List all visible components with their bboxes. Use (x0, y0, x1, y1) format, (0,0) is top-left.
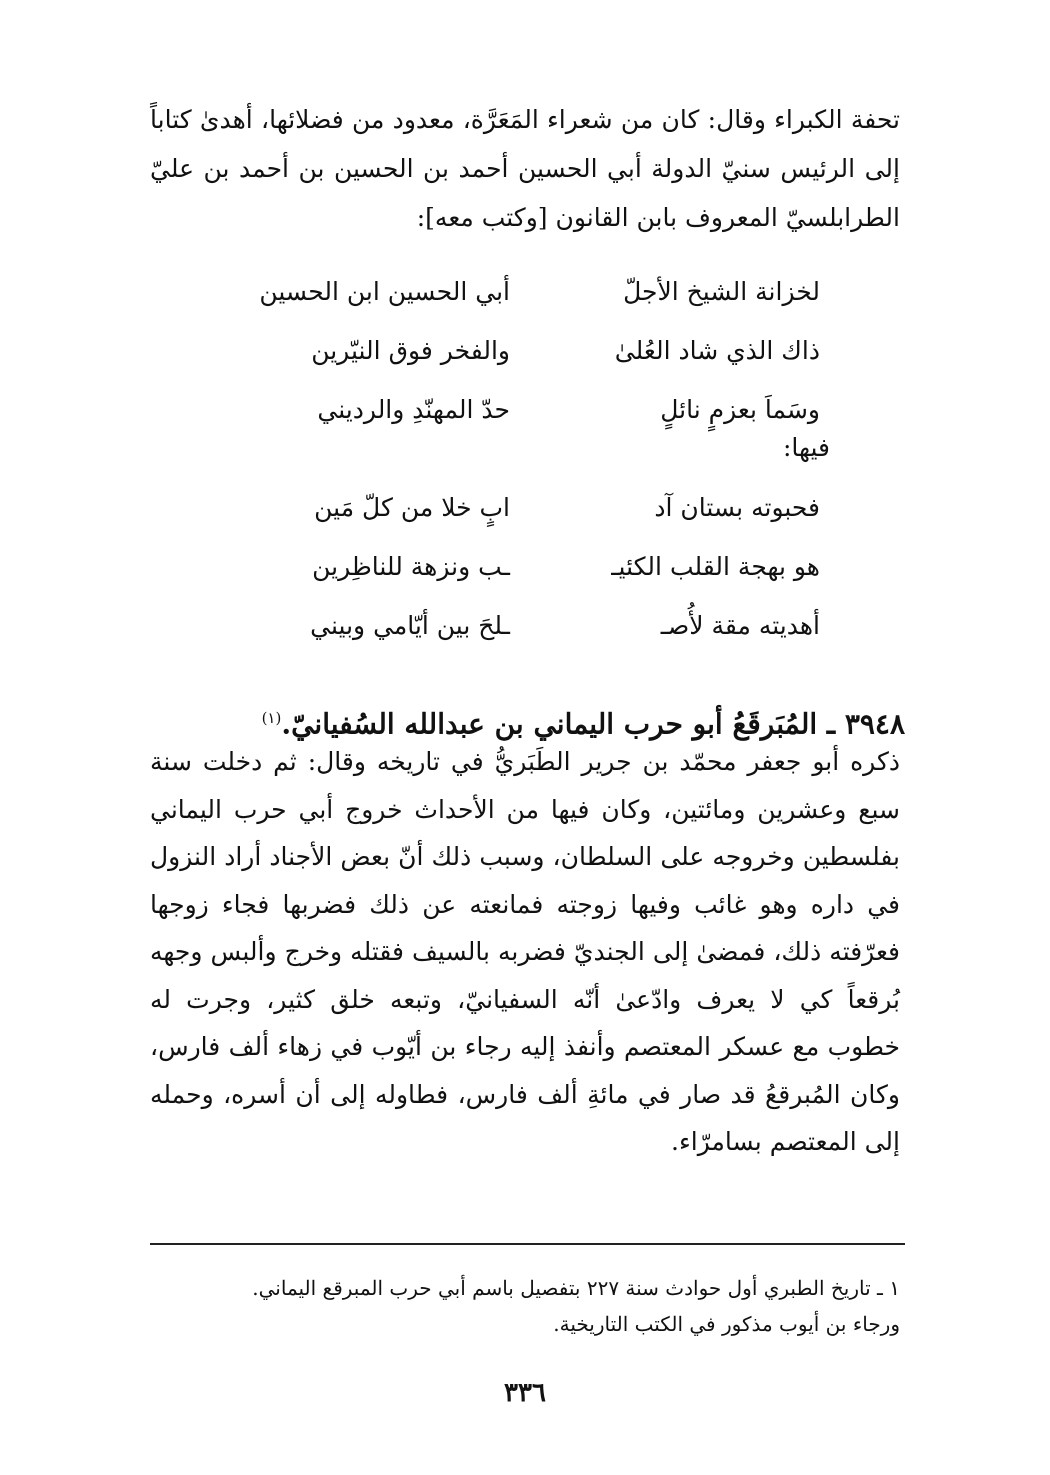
verse-first-hemistich: أهديته مقة لأُصـ (660, 611, 820, 640)
verse-first-hemistich: لخزانة الشيخ الأجلّ (623, 277, 820, 306)
verse-line (150, 478, 900, 537)
verse-second-hemistich: ـب ونزهة للناظِرين (312, 552, 510, 581)
footnote-line: ١ ـ تاريخ الطبري أول حوادث سنة ٢٢٧ بتفصيل باسم أبي حرب المبرقع اليماني. (252, 1276, 900, 1300)
verse-first-hemistich: ذاك الذي شاد العُلىٰ (614, 336, 820, 365)
verse-second-hemistich: أبي الحسين ابن الحسين (259, 277, 510, 306)
verse-line (150, 321, 900, 380)
intro-paragraph: تحفة الكبراء وقال: كان من شعراء المَعَرَّة، معدود من فضلائها، أهدىٰ كتاباً إلى الرئيس سنيّ الدولة أبي الحسين أحمد بن الحسين بن أحمد بن عليّ الطرابلسيّ المعروف بابن القانون [وكتب معه]: (150, 105, 900, 232)
page-number: ٣٣٦ (504, 1378, 546, 1408)
verse-line (150, 537, 900, 596)
verse-second-hemistich: ابٍ خلا من كلّ مَين (314, 493, 510, 522)
poem-second (150, 478, 900, 655)
entry-heading-text: ٣٩٤٨ ـ المُبَرقَعُ أبو حرب اليماني بن عبدالله السُفيانيّ. (281, 707, 905, 741)
verse-line (150, 262, 900, 321)
verse-second-hemistich: ـلحَ بين أيّامي وبيني (310, 611, 510, 640)
verse-first-hemistich: وسَماَ بعزمٍ نائلٍ (660, 395, 820, 424)
verse-line (150, 596, 900, 655)
footnote-marker: (١) (261, 709, 282, 727)
verse-first-hemistich: فحبوته بستان آد (654, 493, 820, 522)
verse-second-hemistich: حدّ المهنّدِ والرديني (317, 395, 510, 424)
footnote-line: ورجاء بن أيوب مذكور في الكتب التاريخية. (553, 1312, 900, 1336)
poem-first (150, 262, 900, 439)
verse-first-hemistich: هو بهجة القلب الكئيـ (611, 552, 820, 581)
verse-second-hemistich: والفخر فوق النيّرين (311, 336, 510, 365)
entry-body: ذكره أبو جعفر محمّد بن جرير الطَبَريُّ في تاريخه وقال: ثم دخلت سنة سبع وعشرين ومائتين، وكان فيها من الأحداث خروج أبي حرب اليماني بفلسطين وخروجه على السلطان، وسبب ذلك أنّ بعض الأجناد أراد النزول في داره وهو غائب وفيها زوجته فمانعته عن ذلك فضربها فجاء زوجها فعرّفته ذلك، فمضىٰ إلى الجنديّ فضربه بالسيف فقتله وخرج وألبس وجهه بُرقعاً كي لا يعرف وادّعىٰ أنّه السفيانيّ، وتبعه خلق كثير، وجرت له خطوب مع عسكر المعتصم وأنفذ إليه رجاء بن أيّوب في زهاء ألف فارس، وكان المُبرقعُ قد صار في مائةِ ألف فارس، فطاوله إلى أن أسره، وحمله إلى المعتصم بسامرّاء. (150, 747, 900, 1156)
footnote (180, 1270, 900, 1342)
footnote-divider (150, 1243, 905, 1245)
fiha-label: فيها: (782, 433, 830, 462)
